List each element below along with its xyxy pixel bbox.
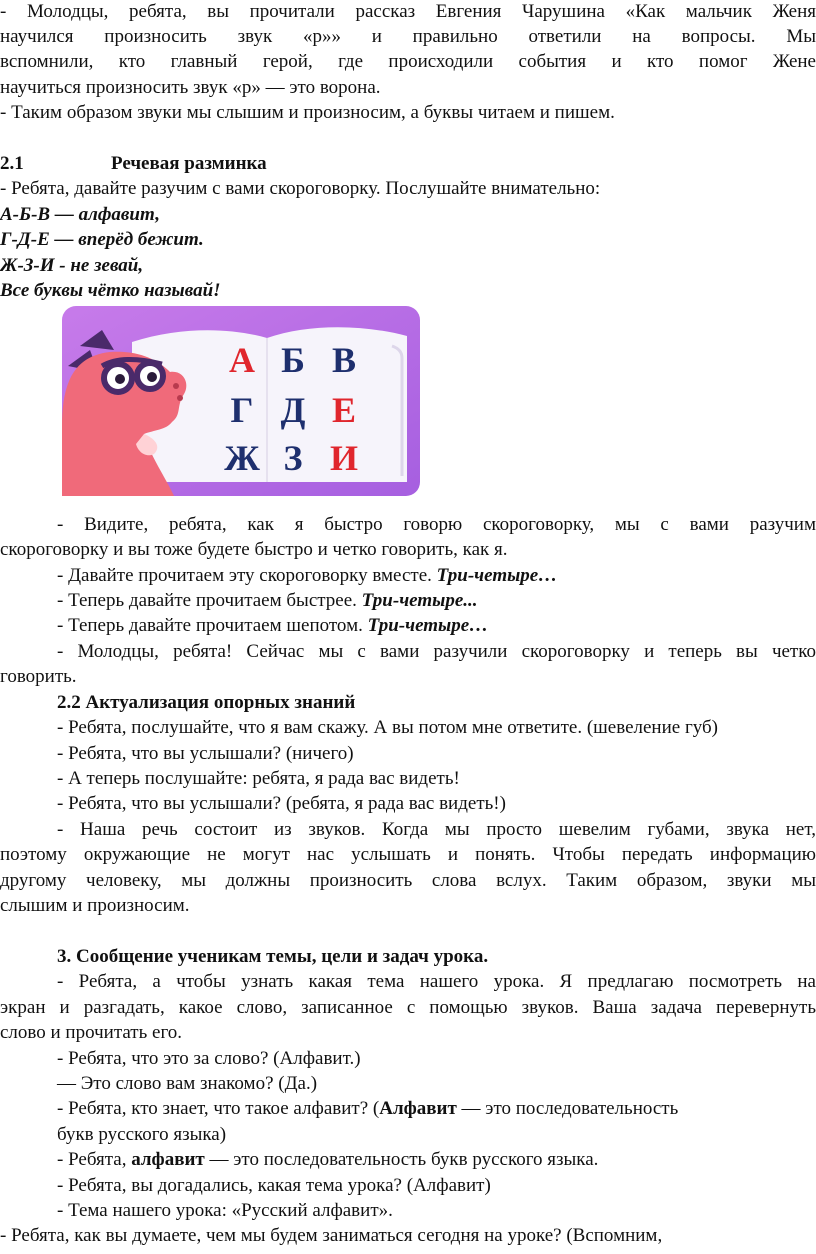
intro-line: - Молодцы, ребята, вы прочитали рассказ Евгения Чарушина «Как мальчик Женя — [0, 1, 816, 22]
intro-line: - Таким образом звуки мы слышим и произносим, а буквы читаем и пишем. — [0, 102, 615, 123]
paragraph-line: - Ребята, что вы услышали? (ничего) — [57, 743, 354, 764]
section-2-1-intro: - Ребята, давайте разучим с вами скороговорку. Послушайте внимательно: — [0, 178, 601, 199]
poem-line: А-Б-В — алфавит, — [0, 204, 160, 225]
poem-line: Ж-З-И - не зевай, — [0, 255, 144, 276]
paragraph-line: экран и разгадать, какое слово, записанное с помощью звуков. Ваша задача перевернуть — [0, 997, 816, 1018]
section-2-1-number: 2.1 — [0, 153, 24, 174]
alphabet-letter: В — [331, 340, 357, 380]
paragraph-line: - Ребята, что это за слово? (Алфавит.) — [57, 1048, 361, 1069]
paragraph-line: - Давайте прочитаем эту скороговорку вместе. Три-четыре… — [57, 565, 558, 586]
emphasis: Три-четыре… — [436, 565, 558, 586]
paragraph-line: слово и прочитать его. — [0, 1022, 183, 1043]
alphabet-letter: Е — [331, 390, 357, 430]
paragraph-line: - Теперь давайте прочитаем быстрее. Три-четыре... — [57, 590, 478, 611]
paragraph-line: - Ребята, как вы думаете, чем мы будем заниматься сегодня на уроке? (Вспомним, — [0, 1225, 663, 1246]
paragraph-line: - Ребята, кто знает, что такое алфавит? (Алфавит — это последовательность — [57, 1098, 679, 1119]
alphabet-letter: А — [229, 340, 255, 380]
paragraph-line: - Видите, ребята, как я быстро говорю скороговорку, мы с вами разучим — [57, 514, 816, 535]
paragraph-line: поэтому окружающие не могут нас услышать и понять. Чтобы передать информацию — [0, 844, 816, 865]
paragraph-line: букв русского языка) — [57, 1124, 227, 1145]
paragraph-line: - Наша речь состоит из звуков. Когда мы просто шевелим губами, звука нет, — [57, 819, 816, 840]
letter-grid — [224, 340, 358, 478]
alphabet-letter: Б — [281, 340, 305, 380]
alphabet-letter: З — [283, 438, 303, 478]
paragraph-line: - Теперь давайте прочитаем шепотом. Три-четыре… — [57, 615, 489, 636]
paragraph-line: другому человеку, мы должны произносить слова вслух. Таким образом, звуки мы — [0, 870, 816, 891]
alphabet-letter: Г — [230, 390, 254, 430]
section-2-1-title: Речевая разминка — [111, 153, 267, 174]
section-3-title: 3. Сообщение ученикам темы, цели и задач урока. — [57, 946, 489, 967]
alphabet-letter: Д — [280, 390, 306, 430]
paragraph-line: слышим и произносим. — [0, 895, 190, 916]
poem-line: Все буквы чётко называй! — [0, 280, 221, 301]
emphasis: алфавит — [131, 1149, 205, 1170]
emphasis: Алфавит — [379, 1098, 457, 1119]
intro-line: научился произносить звук «р»» и правильно ответили на вопросы. Мы — [0, 26, 816, 47]
paragraph-line: - Ребята, а чтобы узнать какая тема нашего урока. Я предлагаю посмотреть на — [57, 971, 816, 992]
emphasis: Три-четыре… — [367, 615, 489, 636]
emphasis: Три-четыре... — [361, 590, 478, 611]
paragraph-line: - Ребята, алфавит — это последовательность букв русского языка. — [57, 1149, 599, 1170]
poem-line: Г-Д-Е — вперёд бежит. — [0, 229, 204, 250]
paragraph-line: - Молодцы, ребята! Сейчас мы с вами разучили скороговорку и теперь вы четко — [57, 641, 816, 662]
paragraph-line: - Ребята, вы догадались, какая тема урока? (Алфавит) — [57, 1175, 491, 1196]
paragraph-line: скороговорку и вы тоже будете быстро и четко говорить, как я. — [0, 539, 508, 560]
paragraph-line: - А теперь послушайте: ребята, я рада вас видеть! — [57, 768, 460, 789]
intro-line: научиться произносить звук «р» — это ворона. — [0, 77, 381, 98]
paragraph-line: - Ребята, что вы услышали? (ребята, я рада вас видеть!) — [57, 793, 506, 814]
section-2-2-title: 2.2 Актуализация опорных знаний — [57, 692, 356, 713]
alphabet-letter: И — [329, 438, 359, 478]
paragraph-line: — Это слово вам знакомо? (Да.) — [57, 1073, 318, 1094]
intro-line: вспомнили, кто главный герой, где происходили события и кто помог Жене — [0, 51, 816, 72]
paragraph-line: говорить. — [0, 666, 77, 687]
alphabet-illustration — [62, 306, 420, 496]
paragraph-line: - Тема нашего урока: «Русский алфавит». — [57, 1200, 393, 1221]
alphabet-letter: Ж — [224, 438, 260, 478]
paragraph-line: - Ребята, послушайте, что я вам скажу. А вы потом мне ответите. (шевеление губ) — [57, 717, 718, 738]
